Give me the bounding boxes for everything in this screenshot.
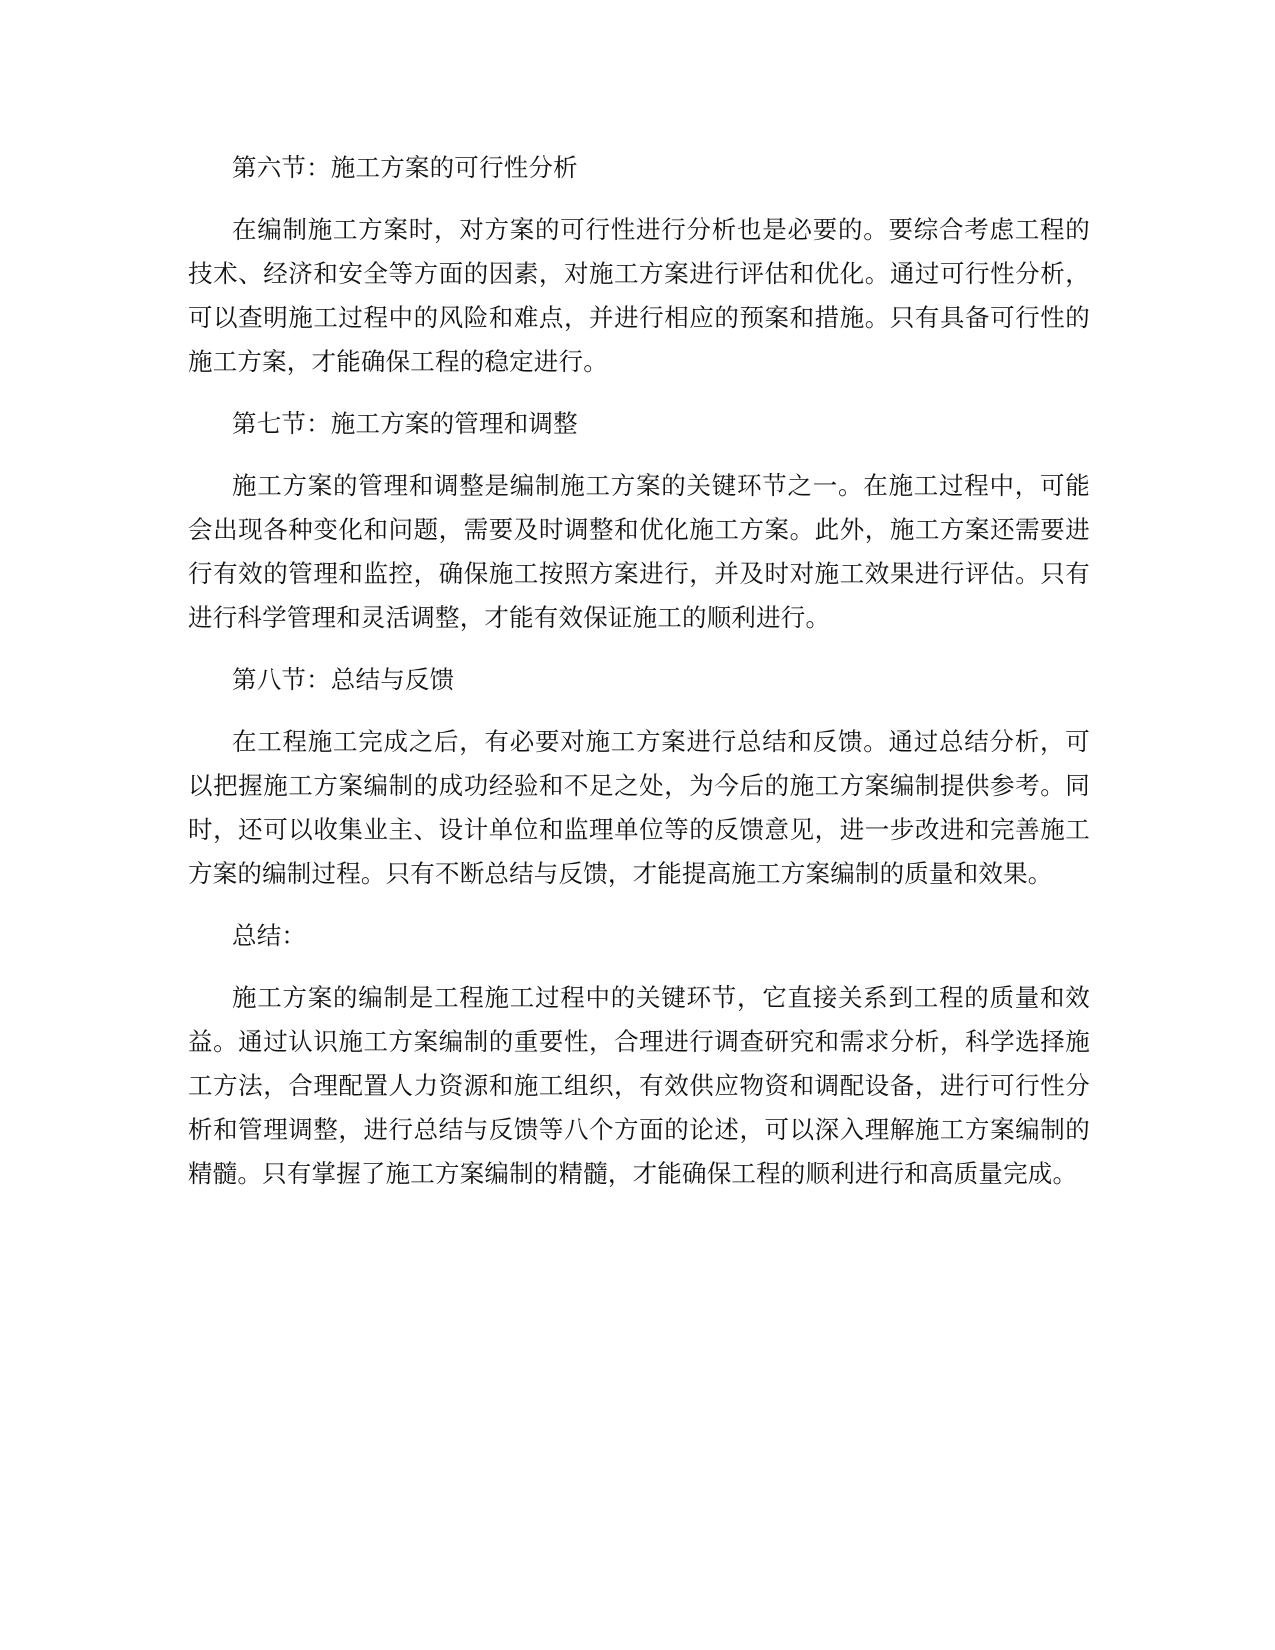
section-paragraph-7: 施工方案的管理和调整是编制施工方案的关键环节之一。在施工过程中，可能会出现各种变化和问题，需要及时调整和优化施工方案。此外，施工方案还需要进行有效的管理和监控，确保施工按照方案进行，并及时对施工效果进行评估。只有进行科学管理和灵活调整，才能有效保证施工的顺利进行。	[188, 471, 1090, 632]
section-paragraph-6: 在编制施工方案时，对方案的可行性进行分析也是必要的。要综合考虑工程的技术、经济和安全等方面的因素，对施工方案进行评估和优化。通过可行性分析，可以查明施工过程中的风险和难点，并进行相应的预案和措施。只有具备可行性的施工方案，才能确保工程的稳定进行。	[188, 215, 1090, 376]
section-heading-6: 第六节：施工方案的可行性分析	[232, 153, 578, 182]
section-heading-7: 第七节：施工方案的管理和调整	[232, 409, 578, 438]
document-body	[188, 146, 1090, 1214]
section-heading-8: 第八节：总结与反馈	[232, 665, 455, 694]
summary-heading: 总结：	[232, 921, 307, 950]
section-paragraph-8: 在工程施工完成之后，有必要对施工方案进行总结和反馈。通过总结分析，可以把握施工方案编制的成功经验和不足之处，为今后的施工方案编制提供参考。同时，还可以收集业主、设计单位和监理单位等的反馈意见，进一步改进和完善施工方案的编制过程。只有不断总结与反馈，才能提高施工方案编制的质量和效果。	[188, 727, 1090, 888]
summary-paragraph: 施工方案的编制是工程施工过程中的关键环节，它直接关系到工程的质量和效益。通过认识施工方案编制的重要性，合理进行调查研究和需求分析，科学选择施工方法，合理配置人力资源和施工组织，有效供应物资和调配设备，进行可行性分析和管理调整，进行总结与反馈等八个方面的论述，可以深入理解施工方案编制的精髓。只有掌握了施工方案编制的精髓，才能确保工程的顺利进行和高质量完成。	[188, 983, 1090, 1188]
